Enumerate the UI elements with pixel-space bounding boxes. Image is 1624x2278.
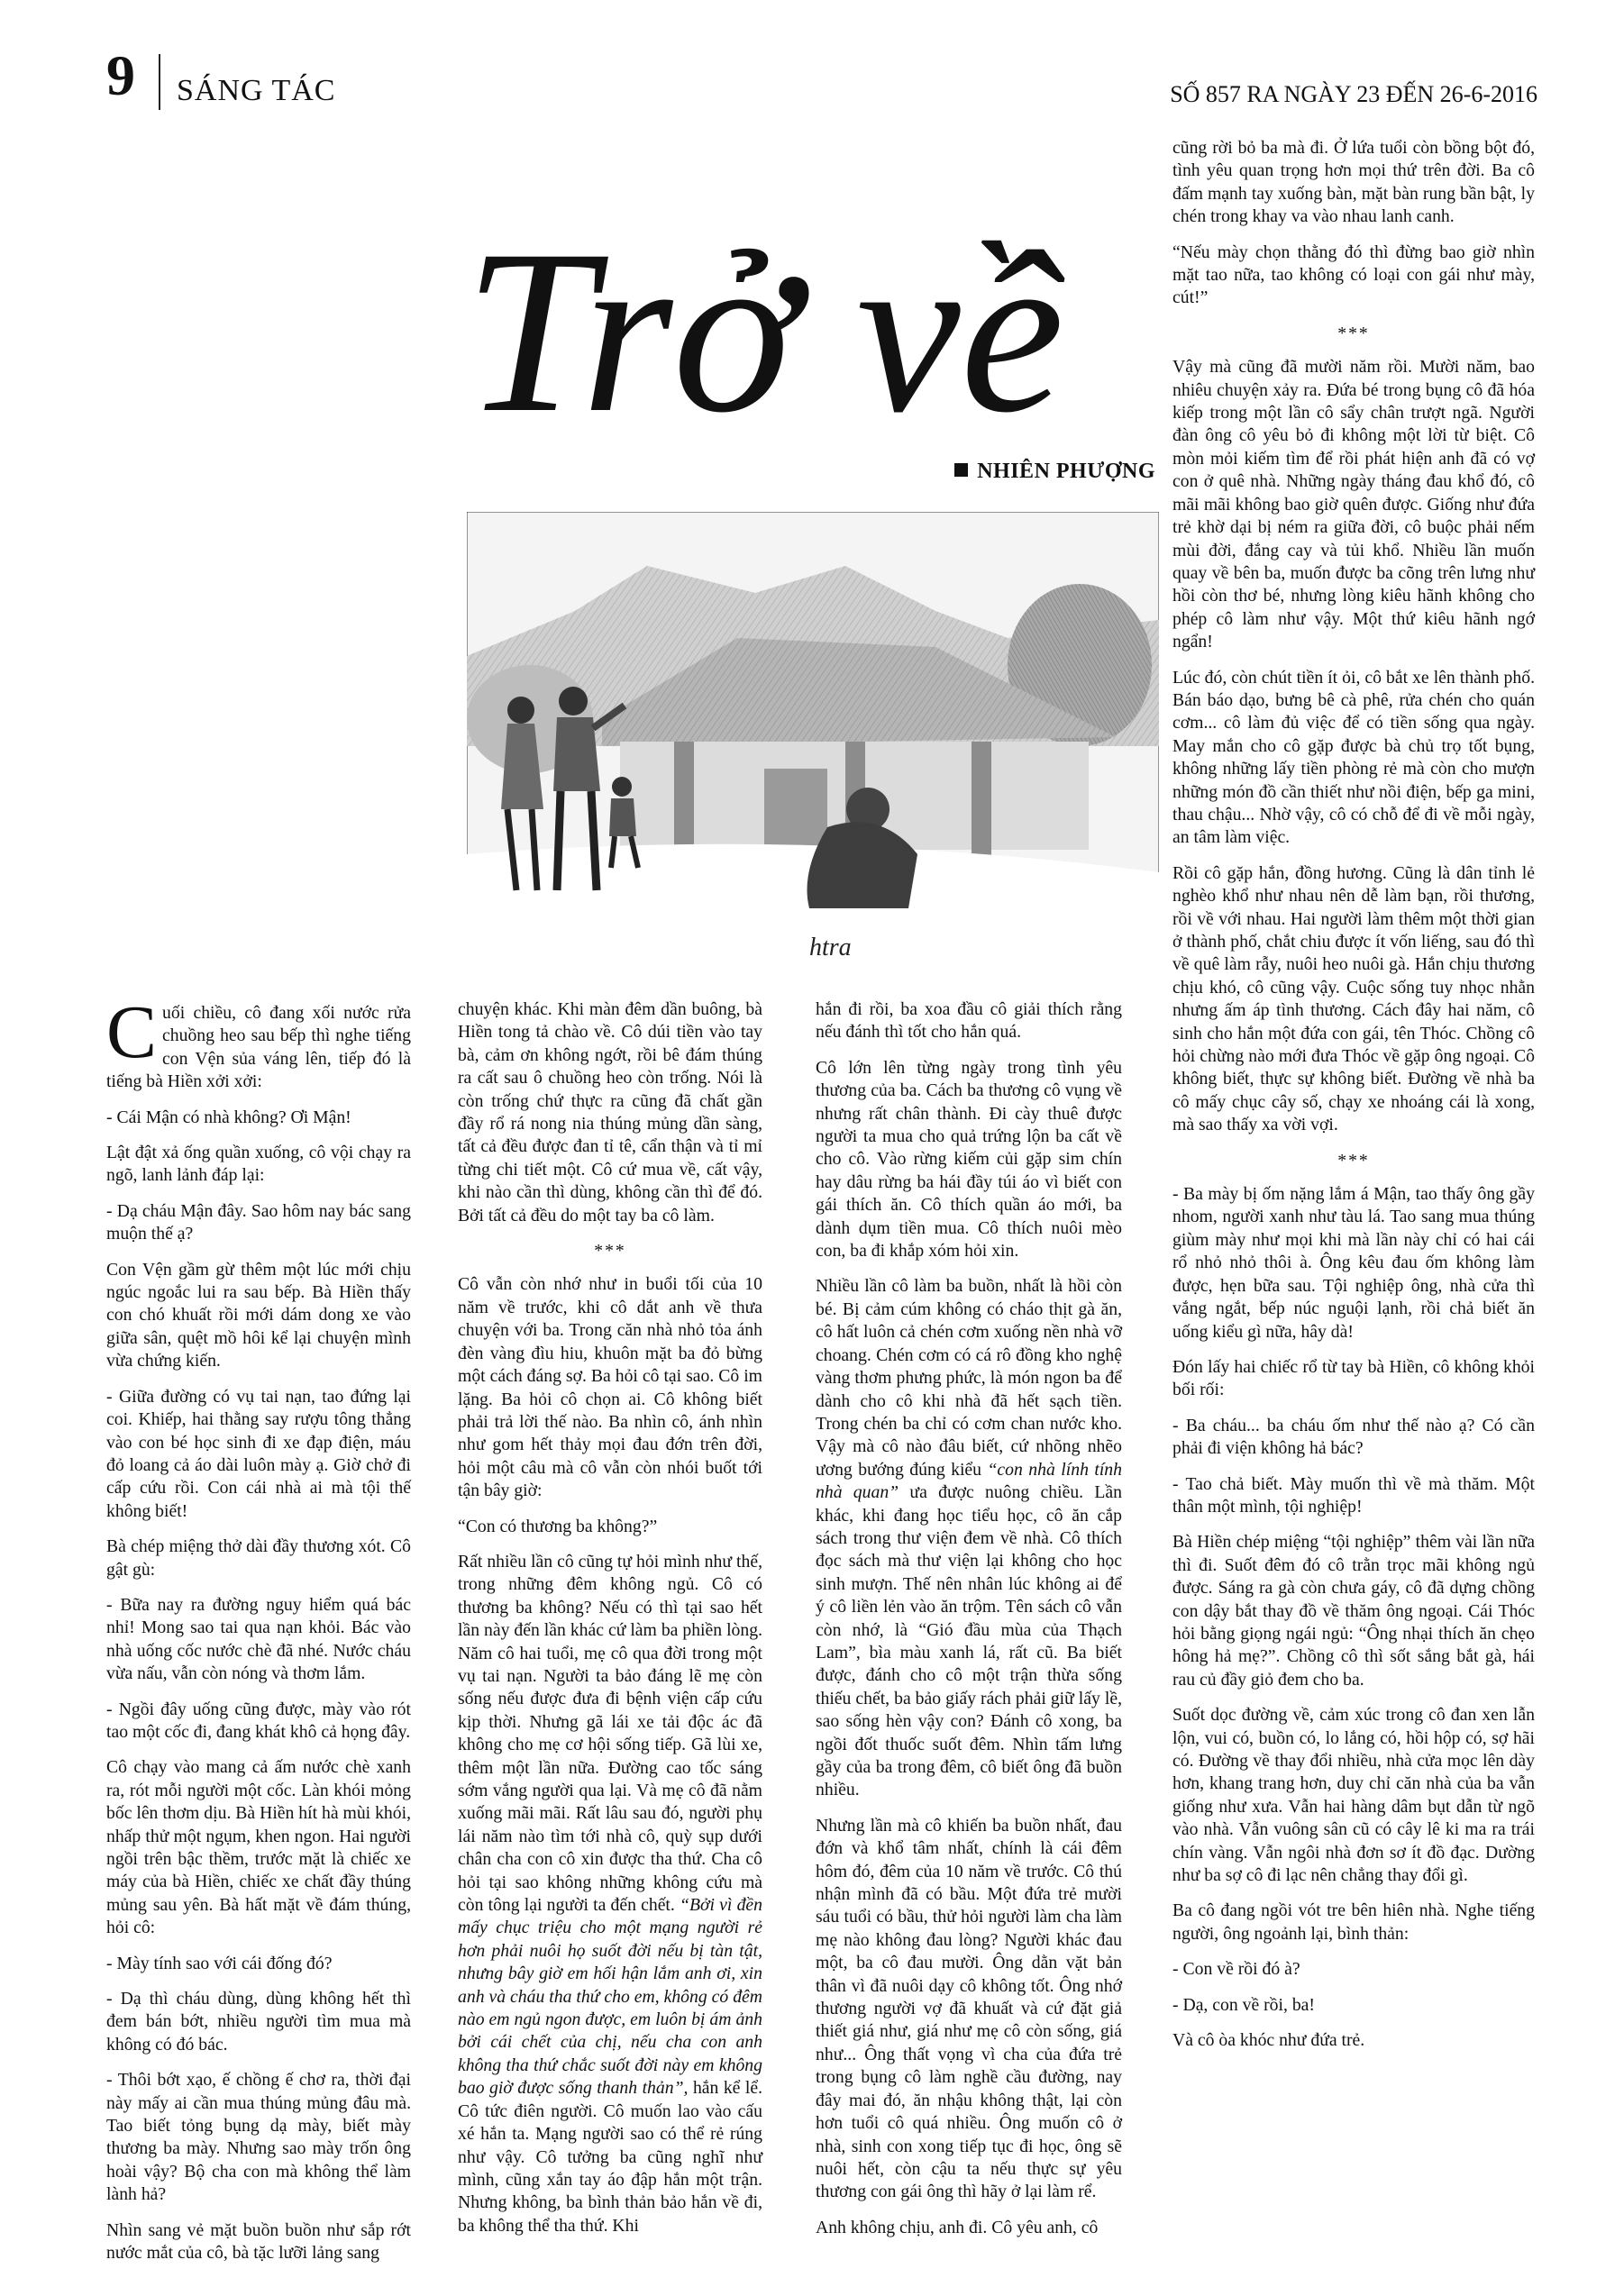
section-break: ***: [594, 1241, 626, 1262]
svg-text:htra: htra: [809, 934, 852, 961]
paragraph: Cô vẫn còn nhớ như in buổi tối của 10 năm về trước, khi cô dắt anh về thưa chuyện với ba. Trong căn nhà nhỏ tỏa ánh đèn vàng đìu hiu, khuôn mặt ba đỏ bừng một cách đáng sợ. Ba hỏi cô tại sao. Cô im lặng. Ba hỏi cô chọn ai. Cô không biết phải trả lời thế nào. Ba nhìn cô, ánh nhìn như gom hết thảy mọi đau đớn trên đời, hỏi một câu mà cô vẫn còn nhói buốt tới tận bây giờ:: [458, 1274, 762, 1501]
bullet-square-icon: [954, 463, 968, 477]
paragraph: Lật đật xả ống quần xuống, cô vội chạy ra ngõ, lanh lảnh đáp lại:: [106, 1143, 411, 1186]
paragraph: - Tao chả biết. Mày muốn thì về mà thăm. Một thân một mình, tội nghiệp!: [1172, 1473, 1535, 1517]
paragraph: - Cái Mận có nhà không? Ơi Mận!: [106, 1107, 351, 1127]
paragraph: chuyện khác. Khi màn đêm dần buông, bà Hiền tong tả chào về. Cô dúi tiền vào tay bà, cảm ơn không ngớt, rồi bê đám thúng ra cất sau ô chuồng heo còn trống. Nói là còn trống chứ thực ra cũng đã chất gần đầy rổ rá nong nia thúng mủng dần sàng, tất cả đều được đan tỉ tê, cẩn thận và tỉ mỉ từng chi tiết một. Cô cứ mua về, cất vậy, khi nào cần thì dùng, không cần thì để đó. Bởi tất cả đều do một tay ba cô làm.: [458, 999, 762, 1226]
section-break: ***: [1337, 323, 1370, 343]
author-name: NHIÊN PHƯỢNG: [977, 460, 1155, 483]
author-byline: [954, 460, 1155, 484]
paragraph: Nhìn sang vẻ mặt buồn buồn như sắp rớt nước mắt của cô, bà tặc lưỡi lảng sang: [106, 2219, 411, 2264]
page-number: 9: [106, 43, 135, 107]
issue-info: SỐ 857 RA NGÀY 23 ĐẾN 26-6-2016: [1170, 81, 1537, 107]
paragraph: - Dạ, con về rồi, ba!: [1172, 1994, 1315, 2015]
header-divider: [159, 54, 160, 110]
drop-cap: C: [106, 990, 158, 1074]
paragraph: - Ba mày bị ốm nặng lắm á Mận, tao thấy ông gầy nhom, người xanh như tàu lá. Tao sang mua thúng giùm mày như mọi khi mà lần này chỉ có hai cái rổ nhỏ nhỏ thôi à. Ông kêu đau ốm không làm được, hẹn bữa sau. Tội nghiệp ông, nhà cửa thì vắng ngắt, bếp núc nguội lạnh, rồi chả biết ăn uống kiểu gì nữa, hây dà!: [1172, 1184, 1535, 1342]
section-break: ***: [1337, 1150, 1370, 1171]
paragraph: Cô lớn lên từng ngày trong tình yêu thương của ba. Cách ba thương cô vụng về nhưng rất chân thành. Đi cày thuê được người ta mua cho quả trứng lộn ba cất về cho cô. Vào rừng kiếm củi gặp sim chín hay dâu rừng ba hái đầy túi áo vì biết con gái thích ăn. Cô thích quần áo mới, ba dành dụm tiền mua. Cô thích nuôi mèo con, ba đi khắp xóm hỏi xin.: [816, 1057, 1122, 1262]
paragraph: Và cô òa khóc như đứa trẻ.: [1172, 2030, 1365, 2051]
paragraph: hắn đi rồi, ba xoa đầu cô giải thích rằng nếu đánh thì tốt cho hắn quá.: [816, 999, 1122, 1043]
paragraph: “Con có thương ba không?”: [458, 1516, 658, 1536]
paragraph: Con Vện gầm gừ thêm một lúc mới chịu ngúc ngoắc lui ra sau bếp. Bà Hiền thấy con chó khuất rồi mới dám dong xe vào giữa sân, quệt mồ hôi kể lại chuyện mình vừa chứng kiến.: [106, 1259, 411, 1371]
quote: “Bởi vì đền mấy chục triệu cho một mạng người rẻ hơn phải nuôi họ suốt đời nếu bị tàn tật, nhưng bây giờ em hối hận lắm anh ơi, xin anh và cháu tha thứ cho em, không có đêm nào em ngủ ngon được, em luôn bị ám ảnh bởi cái chết của chị, nếu cha con anh không tha thứ chắc suốt đời này em không bao giờ được sống thanh thản”,: [458, 1895, 762, 2099]
paragraph: Cô chạy vào mang cả ấm nước chè xanh ra, rót mỗi người một cốc. Làn khói mỏng bốc lên thơm dịu. Bà Hiền hít hà mùi khói, nhấp thử một ngụm, khen ngon. Hai người ngồi trên bậc thềm, trước mặt là chiếc xe máy của bà Hiền, chiếc xe chất đầy thúng mủng sau yên. Bà hất mặt về đám thúng, hỏi cô:: [106, 1757, 411, 1938]
paragraph: - Ba cháu... ba cháu ốm như thế nào ạ? Có cần phải đi viện không hả bác?: [1172, 1415, 1535, 1459]
paragraph: - Bữa nay ra đường nguy hiểm quá bác nhỉ! Mong sao tai qua nạn khỏi. Bác vào nhà uống cốc nước chè đã nhé. Nước cháu vừa nấu, vẫn còn nóng và thơm lắm.: [106, 1594, 411, 1684]
paragraph: Vậy mà cũng đã mười năm rồi. Mười năm, bao nhiêu chuyện xảy ra. Đứa bé trong bụng cô đã hóa kiếp trong một lần cô sẩy chân trượt ngã. Người đàn ông cô yêu bỏ đi không một lời từ biệt. Cô mòn mỏi kiếm tìm để rồi phát hiện anh đã có vợ con ở quê nhà. Những ngày tháng đau khổ đó, cô mãi mãi không bao giờ quên được. Giống như đứa trẻ khờ dại bị ném ra giữa đời, cô buộc phải nếm mùi đời, đắng cay và tủi khổ. Nhiều lần muốn quay về bên ba, muốn được ba cõng trên lưng như hồi còn thơ bé, nhưng lòng kiêu hãnh không cho phép cô làm như vậy. Một thứ kiêu hãnh ngớ ngẩn!: [1172, 357, 1535, 652]
paragraph: Suốt dọc đường về, cảm xúc trong cô đan xen lẫn lộn, vui có, buồn có, lo lắng có, hồi hộp có, sợ hãi có. Đường về thay đổi nhiều, nhà cửa mọc lên dày hơn, khang trang hơn, duy chỉ căn nhà của ba vẫn giống như xưa. Vẫn hai hàng dâm bụt dẫn từ ngõ vào nhà. Vẫn vuông sân cũ có cây lê ki ma ra trái chín vàng. Vẫn ngôi nhà đơn sơ ít đồ đạc. Dường như ba sợ cô đi lạc nên chẳng thay đổi gì.: [1172, 1705, 1535, 1886]
article-title: [455, 176, 1158, 482]
paragraph: Đón lấy hai chiếc rổ từ tay bà Hiền, cô không khỏi bối rối:: [1172, 1356, 1535, 1400]
paragraph: - Ngồi đây uống cũng được, mày vào rót tao một cốc đi, đang khát khô cả họng đây.: [106, 1699, 411, 1742]
paragraph: Ba cô đang ngồi vót tre bên hiên nhà. Nghe tiếng người, ông ngoảnh lại, bình thản:: [1172, 1900, 1535, 1944]
text-column-3: [816, 998, 1122, 2252]
paragraph: Rồi cô gặp hắn, đồng hương. Cũng là dân tỉnh lẻ nghèo khổ như nhau nên dễ làm bạn, rồi thương, rồi về với nhau. Hai người làm thêm một thời gian ở thành phố, chắt chiu được ít vốn liếng, sau đó thì về quê làm rẫy, nuôi heo nuôi gà. Hắn chịu thương chịu khó, cô cũng vậy. Cuộc sống tuy nhọc nhằn nhưng ấm áp tình thương. Cách đây hai năm, cô sinh cho hắn một đứa con gái, tên Thóc. Chồng cô hỏi chừng nào mới đưa Thóc về gặp ông ngoại. Cô không biết, thực sự không biết. Đường về nhà ba cô mấy chục cây số, chạy xe nhoáng cái là xong, mà sao thấy xa vời vợi.: [1172, 862, 1535, 1135]
illustration-family-scene: [467, 512, 1159, 976]
paragraph: Bà chép miệng thở dài đầy thương xót. Cô gật gù:: [106, 1536, 411, 1580]
paragraph: - Con về rồi đó à?: [1172, 1959, 1300, 1980]
paragraph: - Giữa đường có vụ tai nạn, tao đứng lại coi. Khiếp, hai thằng say rượu tông thẳng vào con bé học sinh đi xe đạp điện, máu đỏ loang cả áo dài luôn mày ạ. Giờ chở đi cấp cứu rồi. Con cái nhà ai mà tội thế không biết!: [106, 1386, 411, 1521]
paragraph: - Dạ cháu Mận đây. Sao hôm nay bác sang muộn thế ạ?: [106, 1200, 411, 1244]
paragraph: Cuối chiều, cô đang xối nước rửa chuồng heo sau bếp thì nghe tiếng con Vện sủa váng lên, tiếp đó là tiếng bà Hiền xởi xởi:: [106, 990, 411, 1092]
paragraph: Lúc đó, còn chút tiền ít ỏi, cô bắt xe lên thành phố. Bán báo dạo, bưng bê cà phê, rửa chén cho quán cơm... cô làm đủ việc để có tiền sống qua ngày. May mắn cho cô gặp được bà chủ trọ tốt bụng, không những lấy tiền phòng rẻ mà còn cho mượn những món đồ cần thiết như nồi điện, bếp ga mini, thau chậu... Nhờ vậy, cô có chỗ để đi về mỗi ngày, an tâm làm việc.: [1172, 667, 1535, 848]
paragraph: Rất nhiều lần cô cũng tự hỏi mình như thế, trong những đêm không ngủ. Cô có thương ba không? Nếu có thì tại sao hết lần này đến lần khác cứ làm ba phiền lòng. Năm cô hai tuổi, mẹ cô qua đời trong một vụ tai nạn. Người ta bảo đáng lẽ mẹ còn sống nếu được đưa đi bệnh viện cấp cứu kịp thời. Nhưng gã lái xe tải độc ác đã không cho mẹ cơ hội sống tiếp. Gã lùi xe, thêm một lần nữa. Đường cao tốc sáng sớm vắng người qua lại. Và mẹ cô đã nằm xuống mãi mãi. Rất lâu sau đó, người phụ lái năm nào tìm tới nhà cô, quỳ sụp dưới chân cha con cô xin được tha thứ. Cha cô hỏi tại sao không những không cứu mà còn tông lại người ta đến chết. “Bởi vì đền mấy chục triệu cho một mạng người rẻ hơn phải nuôi họ suốt đời nếu bị tàn tật, nhưng bây giờ em hối hận lắm anh ơi, xin anh và cháu tha thứ cho em, không có đêm nào em ngủ ngon được, em luôn bị ám ảnh bởi cái chết của chị, nếu cha con anh không tha thứ chắc suốt đời này em không bao giờ được sống thanh thản”, hắn kể lể. Cô tức điên người. Cô muốn lao vào cấu xé hắn ta. Mạng người sao có thể rẻ rúng như vậy. Cô tưởng ba cũng nghĩ như mình, cũng xắn tay áo đập hắn một trận. Nhưng không, ba bình thản bảo hắn về đi, ba không thể tha thứ. Khi: [458, 1551, 763, 2236]
text-column-1: [106, 990, 411, 2278]
paragraph: Nhưng lần mà cô khiến ba buồn nhất, đau đớn và khổ tâm nhất, chính là cái đêm hôm đó, đêm của 10 năm về trước. Cô thú nhận mình đã có bầu. Một đứa trẻ mười sáu tuổi có bầu, thử hỏi người làm cha làm mẹ nào không đau lòng? Người khác đau một, ba cô đau mười. Ông dằn vặt bản thân vì đã nuôi dạy cô không tốt. Ông nhớ thương người vợ đã khuất và cứ đặt giả thiết giá như, giá như mẹ cô còn sống, giá như... Ông thất vọng vì cha của đứa trẻ trong bụng cô làm nghề cầu đường, nay đây mai đó, ăn nhậu không thật, lại còn hơn tuổi cô quá nhiều. Ông muốn cô ở nhà, sinh con xong tiếp tục đi học, ông sẽ nuôi hết, còn cậu ta nếu thực sự yêu thương con gái ông thì hãy ở lại làm rể.: [816, 1815, 1122, 2202]
section-title: SÁNG TÁC: [177, 74, 336, 107]
paragraph: Nhiều lần cô làm ba buồn, nhất là hồi còn bé. Bị cảm cúm không có cháo thịt gà ăn, cô hất luôn cả chén cơm xuống nền nhà vỡ choang. Chén cơm có cá rô đồng kho nghệ vàng thơm phưng phức, là món ngon ba để dành cho cô khi nhà đã hết sạch tiền. Trong chén ba chỉ có cơm chan nước kho. Vậy mà cô nào đâu biết, cứ nhõng nhẽo ương bướng đúng kiểu “con nhà lính tính nhà quan” ưa được nuông chiều. Lần khác, khi đang học tiểu học, cô ăn cắp sách trong thư viện đem về nhà. Cô thích đọc sách mà thư viện lại không cho học sinh mượn. Thế nên nhân lúc không ai để ý cô liền lẻn vào ăn trộm. Tên sách cô vẫn còn nhớ, là “Gió đầu mùa của Thạch Lam”, bìa màu xanh lá, rất cũ. Ba biết được, đánh cho cô một trận thừa sống thiếu chết, ba bảo giấy rách phải giữ lấy lề, sao sống hèn vậy con? Đánh cô xong, ba ngồi đốt thuốc suốt đêm. Nhìn tấm lưng gầy của ba trong đêm, cô biết ông đã buồn nhiều.: [816, 1276, 1122, 1800]
paragraph: Anh không chịu, anh đi. Cô yêu anh, cô: [816, 2217, 1099, 2237]
paragraph: “Nếu mày chọn thằng đó thì đừng bao giờ nhìn mặt tao nữa, tao không có loại con gái như mày, cút!”: [1172, 241, 1535, 308]
text-column-4: [1172, 137, 1535, 2064]
paragraph: - Thôi bớt xạo, ế chồng ế chơ ra, thời đại này mấy ai cần mua thúng mủng đâu mà. Tao biết tỏng bụng dạ mày, biết mày thương ba mày. Nhưng sao mày trốn ông hoài vậy? Bộ cha con mà không thể làm lành hả?: [106, 2070, 411, 2205]
paragraph: Bà Hiền chép miệng “tội nghiệp” thêm vài lần nữa thì đi. Suốt đêm đó cô trằn trọc mãi không ngủ được. Sáng ra gà còn chưa gáy, cô đã dựng chồng con dậy bắt thay đồ về thăm ông ngoại. Cái Thóc hỏi bằng giọng ngái ngủ: “Ông nhại thích ăn chẹo hông hả mẹ?”. Chồng cô thì sốt sắng bắt gà, hái rau củ đầy giỏ đem cho ba.: [1172, 1532, 1535, 1690]
paragraph: - Mày tính sao với cái đống đó?: [106, 1953, 333, 1973]
paragraph: cũng rời bỏ ba mà đi. Ở lứa tuổi còn bồng bột đó, tình yêu quan trọng hơn mọi thứ trên đời. Ba cô đấm mạnh tay xuống bàn, mặt bàn rung bần bật, ly chén trong khay va vào nhau lanh canh.: [1172, 138, 1535, 227]
quote: “con nhà lính tính nhà quan”: [816, 1459, 1122, 1503]
text-column-2: [458, 998, 762, 2250]
paragraph: - Dạ thì cháu dùng, dùng không hết thì đem bán bớt, nhiều người tìm mua mà không có đó bác.: [106, 1989, 411, 2055]
svg-text:Trở về: Trở về: [464, 202, 1064, 461]
